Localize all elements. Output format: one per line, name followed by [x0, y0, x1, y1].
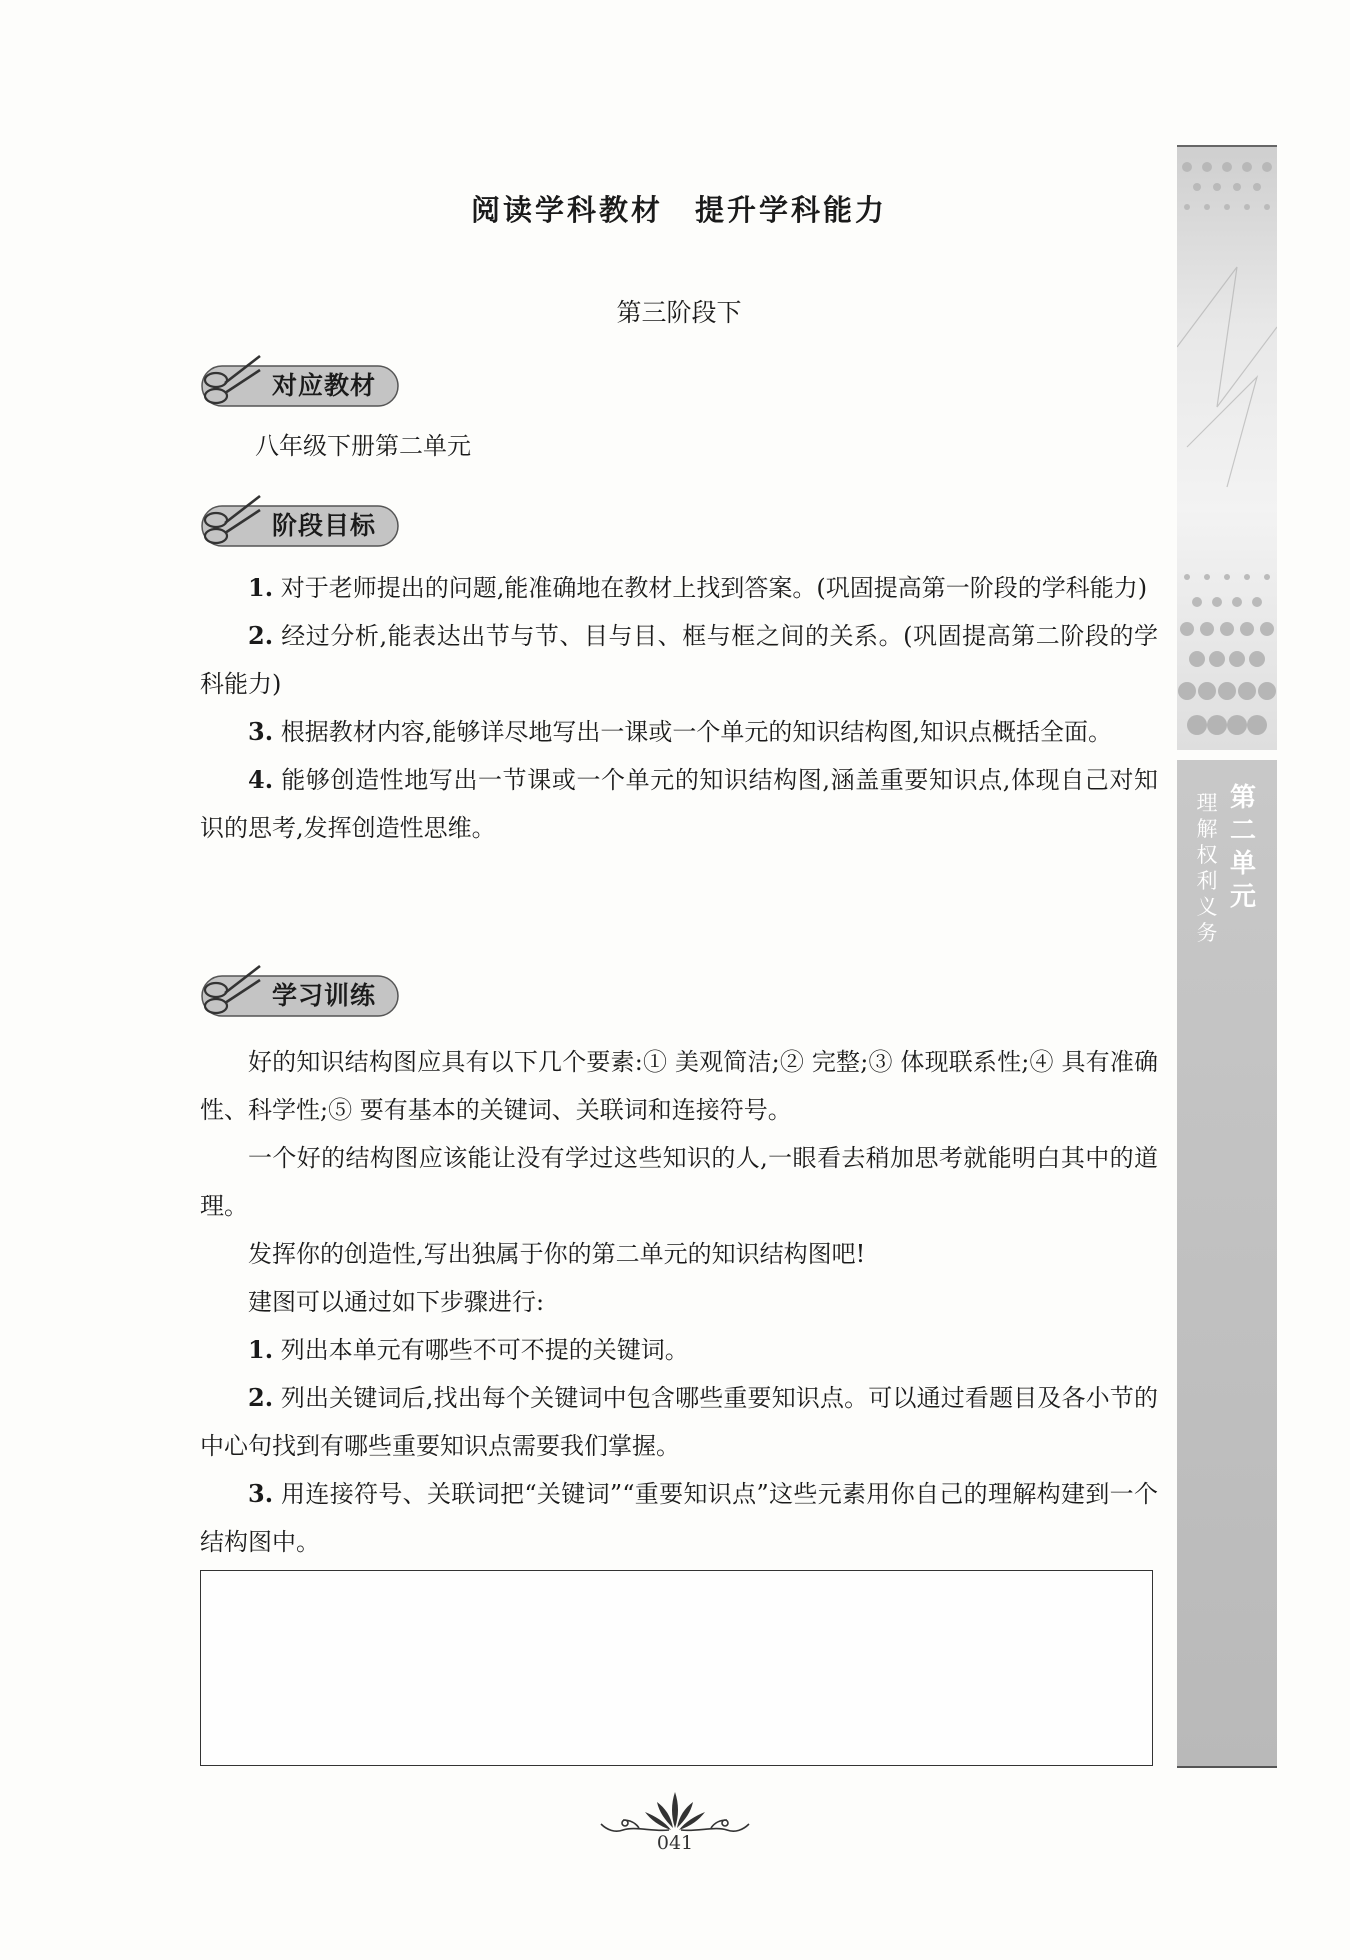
section-label-training: 学习训练: [272, 981, 377, 1010]
goal-item: 2. 经过分析,能表达出节与节、目与目、框与框之间的关系。(巩固提高第二阶段的学科能力): [200, 621, 1158, 698]
training-step: 3. 用连接符号、关联词把“关键词”“重要知识点”这些元素用你自己的理解构建到一个结构图中。: [200, 1479, 1158, 1556]
leaf-ornament-icon: [595, 1790, 755, 1836]
section-label-goals: 阶段目标: [272, 511, 377, 540]
training-step: 2. 列出关键词后,找出每个关键词中包含哪些重要知识点。可以通过看题目及各小节的中心句找到有哪些重要知识点需要我们掌握。: [200, 1383, 1158, 1460]
training-step: 1. 列出本单元有哪些不可不提的关键词。: [248, 1335, 689, 1364]
side-tab-topic: 理解权利义务: [1196, 791, 1218, 945]
training-paragraph: 一个好的结构图应该能让没有学过这些知识的人,一眼看去稍加思考就能明白其中的道理。: [200, 1144, 1158, 1220]
page-subtitle: 第三阶段下: [616, 298, 742, 327]
training-content: [200, 1038, 1158, 1566]
side-tab: [1177, 145, 1277, 1768]
answer-drawing-area[interactable]: [200, 1570, 1153, 1766]
side-tab-label-panel: [1177, 760, 1277, 1768]
goals-list: [200, 564, 1158, 852]
training-paragraph: 建图可以通过如下步骤进行:: [248, 1288, 545, 1316]
section-label-material: 对应教材: [272, 371, 377, 400]
goal-item: 3. 根据教材内容,能够详尽地写出一课或一个单元的知识结构图,知识点概括全面。: [248, 717, 1112, 746]
goal-item: 1. 对于老师提出的问题,能准确地在教材上找到答案。(巩固提高第一阶段的学科能力): [248, 573, 1148, 602]
section-badge-material: [196, 352, 406, 412]
section-badge-training: [196, 962, 406, 1022]
training-paragraph: 好的知识结构图应具有以下几个要素:① 美观简洁;② 完整;③ 体现联系性;④ 具有准确性、科学性;⑤ 要有基本的关键词、关联词和连接符号。: [200, 1048, 1158, 1124]
goal-item: 4. 能够创造性地写出一节课或一个单元的知识结构图,涵盖重要知识点,体现自己对知识的思考,发挥创造性思维。: [200, 765, 1158, 842]
page-number: 041: [656, 1832, 694, 1854]
training-paragraph: 发挥你的创造性,写出独属于你的第二单元的知识结构图吧!: [248, 1240, 866, 1268]
page-title: 阅读学科教材 提升学科能力: [470, 193, 887, 227]
side-tab-pattern: [1177, 145, 1277, 750]
material-content: 八年级下册第二单元: [255, 432, 471, 460]
dot-pattern-decoration: [1177, 147, 1277, 750]
section-badge-goals: [196, 492, 406, 552]
side-tab-unit: 第二单元: [1229, 783, 1256, 912]
